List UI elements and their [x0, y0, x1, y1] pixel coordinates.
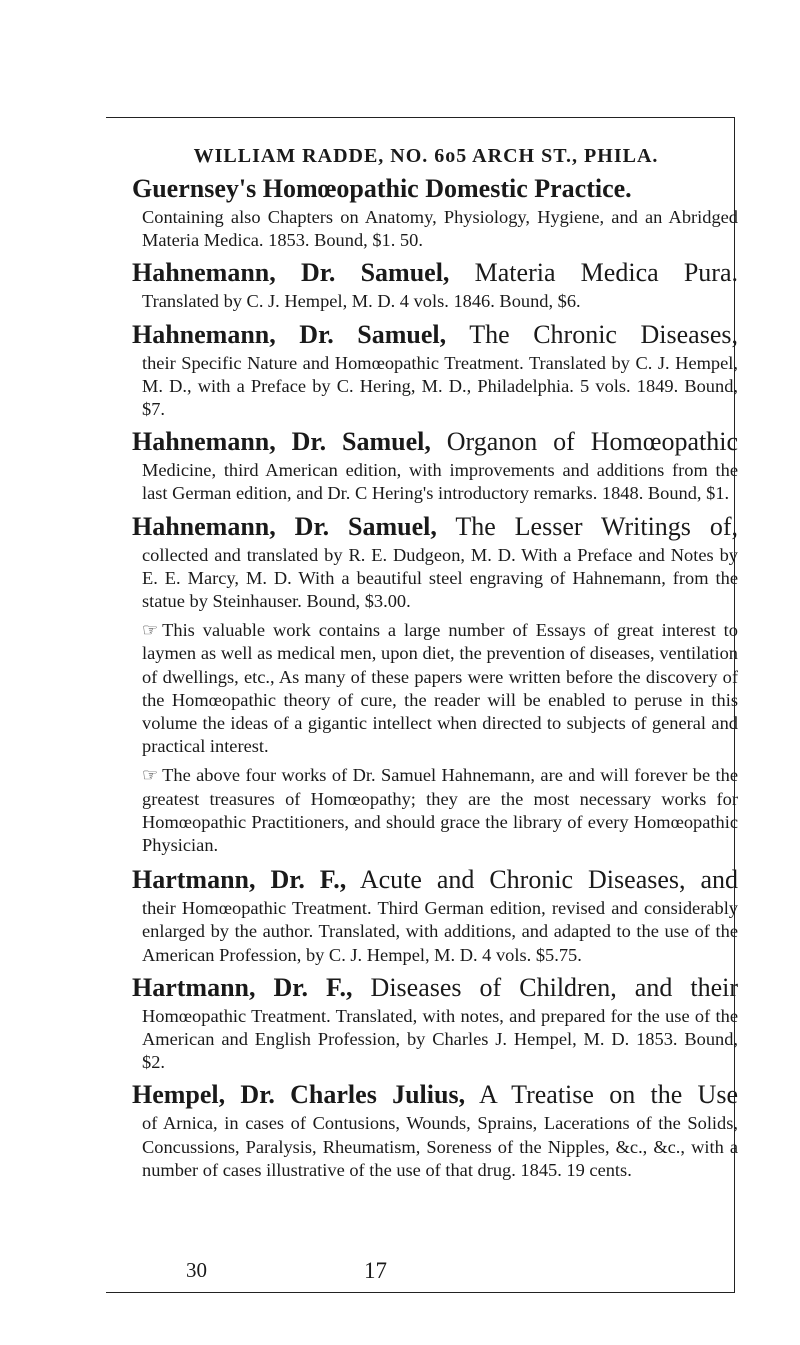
- entry-title: Organon of Homœopathic: [446, 427, 738, 457]
- entry-body: Homœopathic Treatment. Translated, with notes, and prepared for the use of the American and English Profession, by Charles J. Hempel, M. D. 1853. Bound, $2.: [142, 1005, 738, 1073]
- index-fist-icon: ☞: [142, 765, 159, 786]
- entry-headline: [132, 863, 738, 897]
- catalog-entry: [132, 863, 738, 967]
- entry-title: The Chronic Diseases,: [469, 319, 738, 349]
- entry-title: A Treatise on the Use: [478, 1080, 738, 1110]
- catalog-content: [132, 172, 738, 1186]
- catalog-entry: [132, 318, 738, 422]
- entry-title: Acute and Chronic Diseases, and: [359, 865, 738, 895]
- entry-body: their Specific Nature and Homœopathic Treatment. Translated by C. J. Hempel, M. D., with a Preface by C. Hering, M. D., Philadelphia. 5 vols. 1849. Bound, $7.: [142, 352, 738, 420]
- index-fist-icon: ☞: [142, 620, 159, 641]
- catalog-entry: [132, 425, 738, 505]
- entry-name: Hahnemann, Dr. Samuel,: [132, 258, 450, 288]
- entry-headline: [132, 1078, 738, 1112]
- entry-headline: [132, 425, 738, 459]
- running-head: WILLIAM RADDE, NO. 6o5 ARCH ST., PHILA.: [193, 145, 659, 167]
- entry-title: The Lesser Writings of,: [455, 511, 738, 541]
- page-number: 17: [364, 1258, 387, 1283]
- note-text: The above four works of Dr. Samuel Hahnemann, are and will forever be the greatest treasures of Homœopathy; they are the most necessary works for Homœopathic Practitioners, and should grace the library of every Homœopathic Physician.: [142, 765, 738, 856]
- entry-body: their Homœopathic Treatment. Third German edition, revised and considerably enlarged by the author. Translated, with additions, and adapted to the use of the American Profession, by C. J. Hempel, M. D. 4 vols. $5.75.: [142, 898, 738, 965]
- catalog-entry: [132, 510, 738, 614]
- catalog-entry: [132, 172, 738, 252]
- entry-body: collected and translated by R. E. Dudgeon, M. D. With a Preface and Notes by E. E. Marcy, M. D. With a beautiful steel engraving of Hahnemann, from the statue by Steinhauser. Bound, $3.00.: [142, 544, 738, 612]
- catalog-entry: [132, 256, 738, 313]
- entry-name: Hempel, Dr. Charles Julius,: [132, 1080, 466, 1110]
- entry-name: Hartmann, Dr. F.,: [132, 972, 353, 1002]
- entry-headline: [132, 971, 738, 1005]
- entry-name: Hahnemann, Dr. Samuel,: [132, 319, 447, 349]
- entry-name: Guernsey's Homœopathic Domestic Practice.: [132, 174, 632, 203]
- entry-body: Containing also Chapters on Anatomy, Physiology, Hygiene, and an Abridged Materia Medica. 1853. Bound, $1. 50.: [142, 207, 738, 251]
- signature-mark: 30: [186, 1258, 207, 1282]
- entry-headline: [132, 318, 738, 352]
- entry-name: Hahnemann, Dr. Samuel,: [132, 427, 431, 457]
- entry-body: Medicine, third American edition, with improvements and additions from the last German edition, and Dr. C Hering's introductory remarks. 1848. Bound, $1.: [142, 460, 738, 504]
- entry-name: Hartmann, Dr. F.,: [132, 865, 347, 895]
- entry-headline: [132, 510, 738, 544]
- catalog-entry: [132, 1078, 738, 1182]
- entry-title: Materia Medica Pura.: [474, 258, 738, 288]
- note-paragraph: [142, 619, 738, 758]
- entry-body: of Arnica, in cases of Contusions, Wounds, Sprains, Lacerations of the Solids, Concussions, Paralysis, Rheumatism, Soreness of the Nipples, &c., &c., with a number of cases illustrative of the use of that drug. 1845. 19 cents.: [142, 1113, 738, 1180]
- note-text: This valuable work contains a large number of Essays of great interest to laymen as well as medical men, upon diet, the prevention of diseases, ventilation of dwellings, etc., As many of these papers were written before the discovery of the Homœopathic theory of cure, the reader will be enabled to peruse in this volume the ideas of a gigantic intellect when directed to subjects of general and practical interest.: [142, 620, 738, 757]
- note-paragraph: [142, 764, 738, 857]
- entry-title: Diseases of Children, and their: [370, 972, 738, 1002]
- entry-body: Translated by C. J. Hempel, M. D. 4 vols. 1846. Bound, $6.: [142, 291, 581, 312]
- entry-headline: [132, 172, 738, 206]
- entry-headline: [132, 256, 738, 290]
- catalog-entry: [132, 971, 738, 1075]
- entry-name: Hahnemann, Dr. Samuel,: [132, 511, 437, 541]
